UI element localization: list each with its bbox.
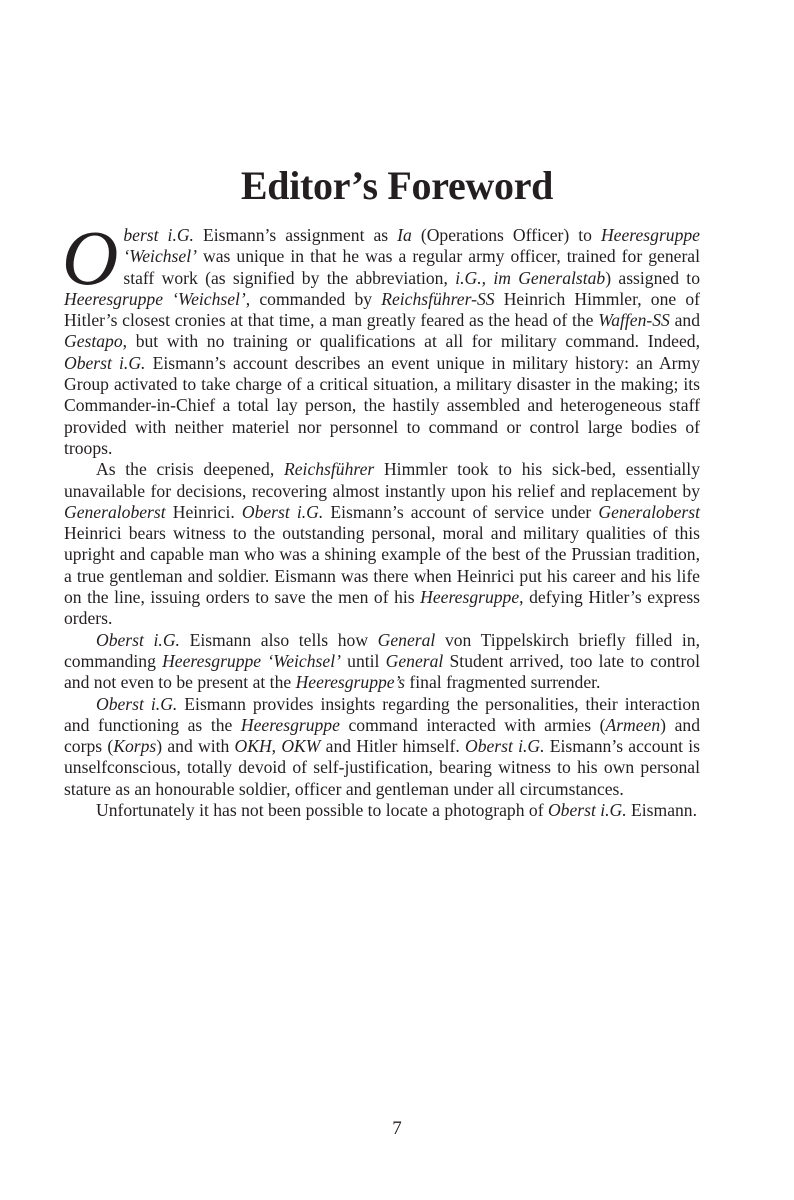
italic-term: General (385, 650, 444, 671)
text-run: Eismann provides insights regarding the personalities, their interaction and functioning as the (64, 693, 700, 735)
text-run: command interacted with armies ( (339, 714, 606, 735)
text-run: was unique in that he was a regular army officer, trained for general staff work (as signified by the abbreviation, (123, 246, 700, 288)
text-run: , (271, 736, 282, 757)
text-run: , defying Hitler’s express orders. (64, 587, 701, 629)
text-run: Heinrici bears witness to the outstanding personal, moral and military qualities of this upright and capable man who was a shining example of the best of the Prussian tradition, a true gentleman and soldier. Eismann was there when Heinrici put his career and his life on the line, issuing orders to save the men of his (64, 523, 700, 608)
italic-term: General (377, 629, 436, 650)
text-run: Heinrich Himmler, one of Hitler’s closest cronies at that time, a man greatly feared as the head of the (64, 288, 700, 331)
italic-term: berst i.G. (123, 225, 194, 245)
text-run: Eismann’s account describes an event unique in military history: an Army Group activated to take charge of a critical situation, a military disaster in the making; its Commander-in-Chief a total lay person, the hastily assembled and heterogeneous staff provided with neither materiel nor personnel to command or control large bodies of troops. (64, 352, 700, 458)
text-run: Heinrici. (165, 501, 242, 522)
text-run: until (340, 650, 386, 671)
italic-term: Heeresgruppe ‘Weichsel’ (123, 225, 700, 267)
italic-term: Gestapo (64, 331, 123, 352)
text-run: Eismann. (626, 800, 698, 821)
text-run: , but with no training or qualifications at all for military command. Indeed, (122, 331, 700, 352)
italic-term: Armeen (605, 714, 661, 735)
text-run: Himmler took to his sick-bed, essentially unavailable for decisions, recovering almost instantly upon his relief and replacement by (64, 459, 700, 501)
text-run: (Operations Officer) to (411, 225, 601, 245)
text-run: Student arrived, too late to control and not even to be present at the (64, 650, 700, 693)
italic-term: i.G., im Generalstab (455, 267, 606, 288)
paragraph (64, 694, 700, 800)
paragraph (62, 214, 700, 459)
italic-term: Korps (113, 736, 157, 757)
text-run: ) assigned to (605, 267, 700, 288)
paragraph (64, 800, 700, 821)
text-run: , commanded by (245, 288, 382, 309)
text-run: ) and corps ( (64, 714, 700, 757)
paragraph (64, 459, 700, 629)
drop-cap: O (62, 214, 119, 301)
text-run: Eismann’s account is unselfconscious, totally devoid of self-justification, bearing witness to his own personal stature as an honourable soldier, officer and gentleman under all circumstances. (64, 736, 700, 799)
italic-term: Oberst i.G. (64, 352, 146, 373)
italic-term: Oberst i.G. (241, 501, 324, 522)
italic-term: OKW (281, 736, 321, 757)
italic-term: Generaloberst (598, 501, 701, 522)
italic-term: Heeresgruppe ‘Weichsel’ (162, 650, 341, 671)
italic-term: Heeresgruppe’s (295, 672, 406, 693)
italic-term: Reichsführer (284, 459, 375, 480)
text-run: and (669, 310, 700, 331)
text-run: Eismann also tells how (179, 629, 378, 650)
text-run: Eismann’s account of service under (323, 501, 599, 522)
italic-term: Waffen-SS (598, 310, 670, 331)
paragraph (64, 630, 700, 694)
italic-term: Oberst i.G. (96, 693, 178, 714)
text-run: As the crisis deepened, (96, 459, 284, 480)
italic-term: Reichsführer-SS (381, 288, 495, 309)
text-run: ) and with (156, 736, 235, 757)
text-run: von Tippelskirch briefly filled in, commanding (64, 629, 701, 671)
page-title: Editor’s Foreword (240, 163, 554, 208)
italic-term: Heeresgruppe (240, 714, 340, 735)
text-run: Eismann’s assignment as (193, 225, 398, 245)
text-run: and Hitler himself. (320, 736, 465, 757)
text-run: Unfortunately it has not been possible to locate a photograph of (96, 800, 548, 821)
italic-term: Oberst i.G. (96, 629, 180, 650)
italic-term: Oberst i.G. (465, 736, 545, 757)
italic-term: Generaloberst (64, 501, 166, 522)
text-run: final fragmented surrender. (405, 672, 601, 693)
italic-term: Heeresgruppe ‘Weichsel’ (64, 288, 246, 309)
foreword-body (62, 214, 701, 821)
italic-term: Ia (397, 225, 412, 245)
italic-term: Oberst i.G. (547, 800, 627, 821)
italic-term: Heeresgruppe (420, 587, 520, 608)
italic-term: OKH (234, 736, 272, 757)
page-number: 7 (392, 1118, 402, 1139)
